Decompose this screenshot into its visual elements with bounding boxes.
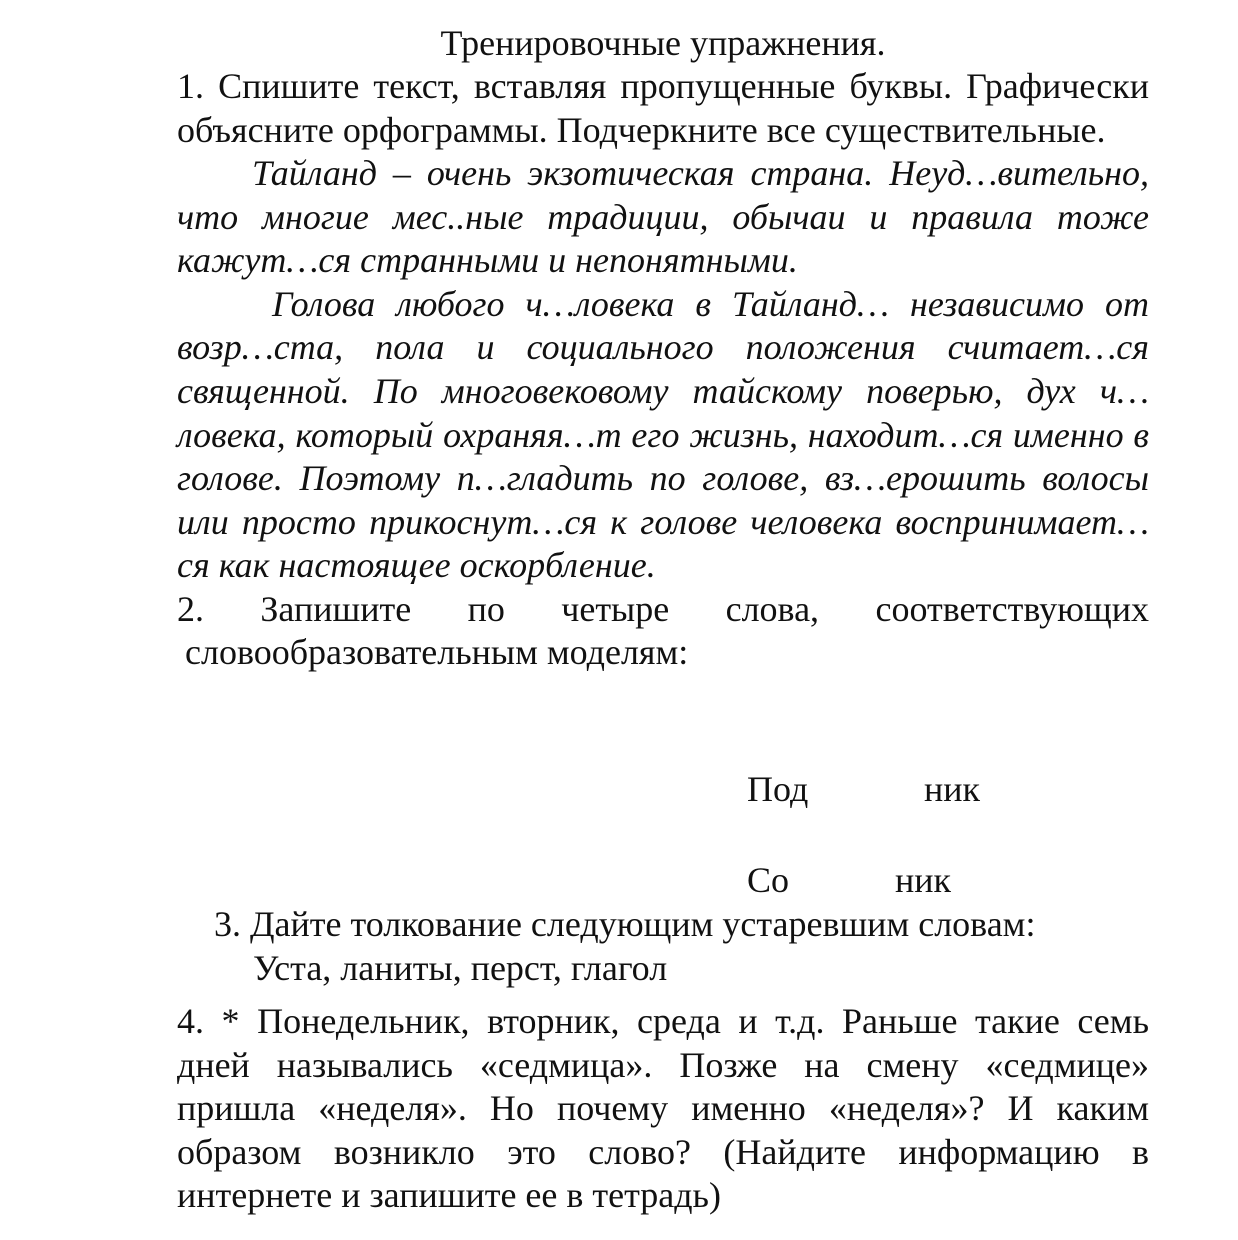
model-1-suffix: ник <box>924 769 981 809</box>
task2-instruction-line1: 2. Запишите по четыре слова, соответствующих <box>177 588 1149 629</box>
model-2-suffix: ник <box>895 860 952 900</box>
page-title: Тренировочные упражнения. <box>440 23 886 63</box>
worksheet <box>177 22 1149 674</box>
task1-instruction: 1. Спишите текст, вставляя пропущенные буквы. Графически объясните орфограммы. Подчеркните все существительные. <box>177 66 1149 150</box>
task1-paragraph-1: Тайланд – очень экзотическая страна. Неуд…вительно, что многие мес..ные традиции, обычаи и правила тоже кажут…ся странными и непонятными. <box>177 153 1149 281</box>
task2-instruction-line2: словообразовательным моделям: <box>185 631 689 672</box>
model-1-prefix: Под <box>747 769 809 809</box>
task4-text: 4. * Понедельник, вторник, среда и т.д. Раньше такие семь дней назывались «седмица». Позже на смену «седмице» пришла «неделя». Но почему именно «неделя»? И каким образом возникло это слово? (Найдите информацию в интернете и запишите ее в тетрадь) <box>177 1001 1149 1215</box>
model-2-prefix: Со <box>747 860 790 900</box>
task1-paragraph-2: Голова любого ч…ловека в Тайланд… независимо от возр…ста, пола и социального положения считает…ся священной. По многовековому тайскому поверью, дух ч…ловека, который охраняя…т его жизнь, находит…ся именно в голове. Поэтому п…гладить по голове, вз…ерошить волосы или просто прикоснут…ся к голове человека воспринимает…ся как настоящее оскорбление. <box>177 283 1149 586</box>
task3-words: Уста, ланиты, перст, глагол <box>253 948 668 988</box>
task3-instruction: 3. Дайте толкование следующим устаревшим словам: <box>214 904 1036 944</box>
